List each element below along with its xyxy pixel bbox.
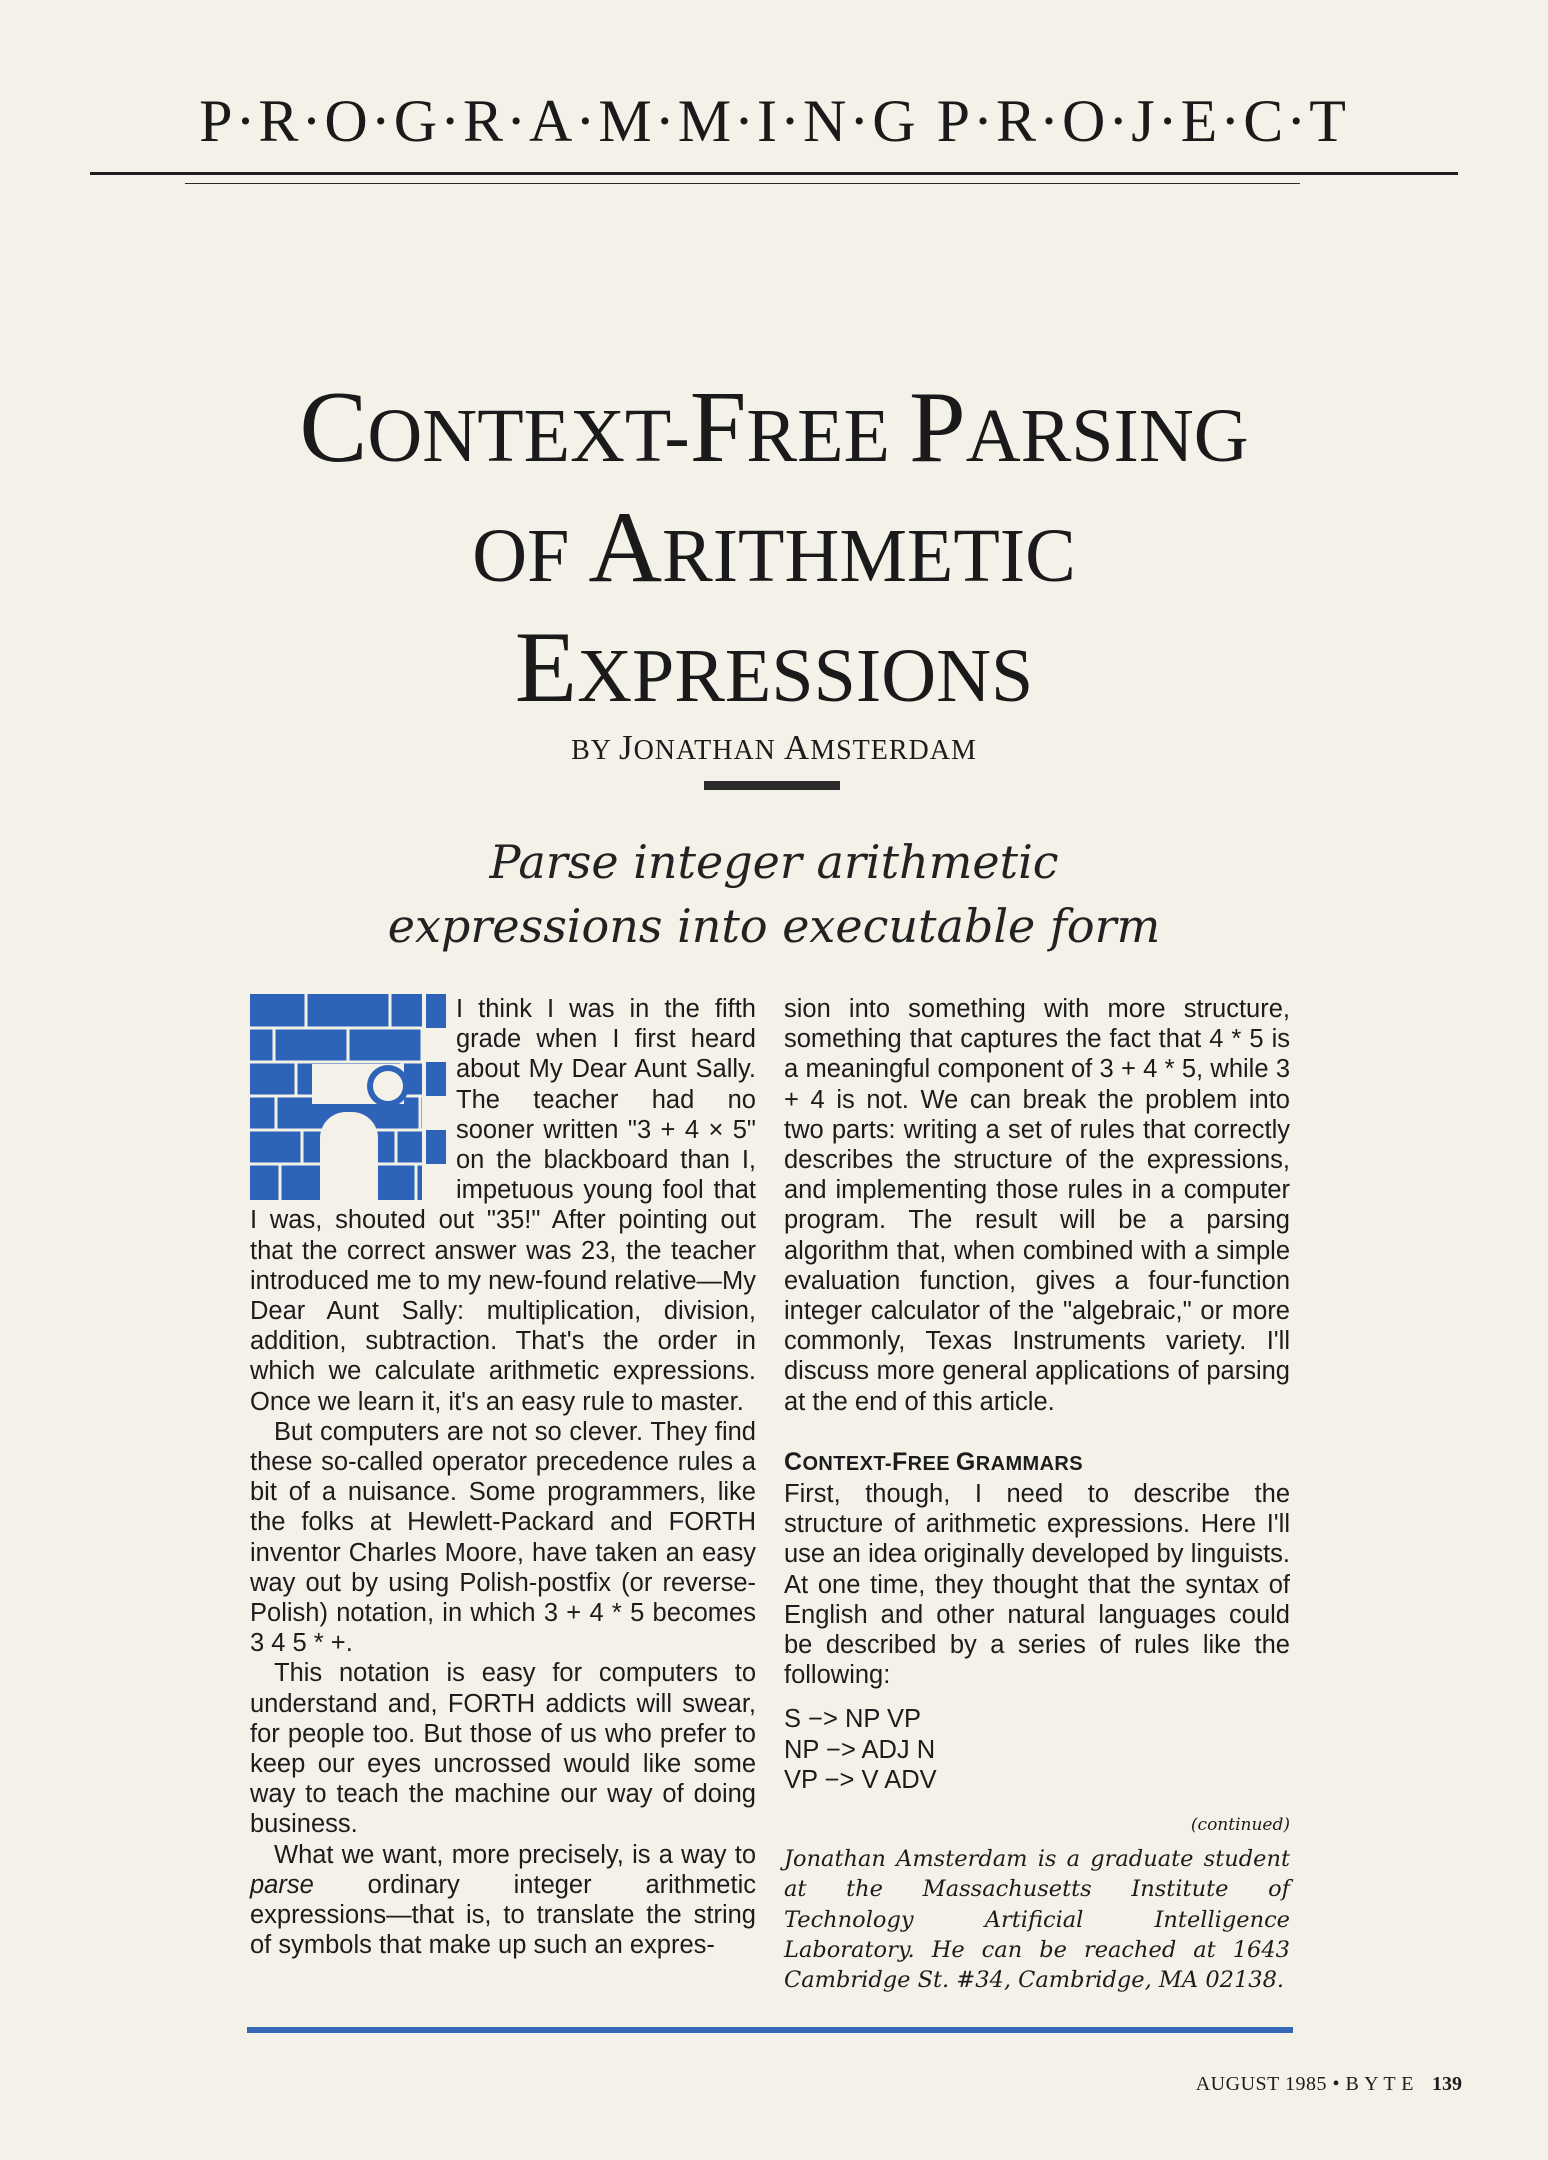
page-footer — [1100, 2073, 1462, 2096]
author-bio: Jonathan Amsterdam is a graduate student at the Massachusetts Institute of Technology Artificial Intelligence Laboratory. He can be reached at 1643 Cambridge St. #34, Cambridge, MA 02138. — [784, 1846, 1290, 1993]
title-line-3: EXPRESSIONS — [514, 611, 1034, 724]
paragraph: sion into something with more structure, something that captures the fact that 4 * 5 is a meaningful component of 3 + 4 * 5, while 3 + 4 is not. We can break the problem into two parts: writing a set of rules that correctly describes the structure of the expressions, and implementing those rules in a computer program. The result will be a parsing algorithm that, when combined with a simple evaluation function, gives a four-function integer calculator of the "algebraic," or more commonly, Texas Instruments variety. I'll discuss more general applications of parsing at the end of this article. — [784, 995, 1290, 1416]
byline: BY JONATHAN AMSTERDAM — [571, 728, 977, 767]
paragraph: I think I was in the fifth grade when I first heard about My Dear Aunt Sally. The teacher had no sooner written "3 + 4 × 5" on the blackboard than I, impetuous young fool that I was, shouted out "35!" After pointing out that the correct answer was 23, the teacher introduced me to my new-found relative—My Dear Aunt Sally: multiplication, division, addition, subtraction. That's the order in which we calculate arithmetic expressions. Once we learn it, it's an easy rule to master. — [250, 995, 756, 1416]
page-number: 139 — [1432, 2073, 1462, 2095]
body-column-right — [784, 994, 1290, 1995]
body-column-left — [250, 994, 756, 1961]
issue-label: AUGUST 1985 • B Y T E — [1195, 2073, 1414, 2095]
header-rule-thick — [90, 172, 1458, 175]
logo-art — [250, 994, 446, 1200]
article-title — [140, 372, 1408, 732]
paragraph: But computers are not so clever. They find these so-called operator precedence rules a bit of a nuisance. Some programmers, like the folks at Hewlett-Packard and FORTH inventor Charles Moore, have taken an easy way out by using Polish-postfix (or reverse-Polish) notation, in which 3 + 4 * 5 becomes 3 4 5 * +. — [250, 1417, 756, 1658]
grammar-rule: VP −> V ADV — [784, 1766, 937, 1795]
paragraph: What we want, more precisely, is a way to parse ordinary integer arithmetic expressions—that is, to translate the string of symbols that make up such an expres- — [250, 1840, 756, 1960]
information-i-brick-icon — [250, 994, 446, 1200]
grammar-rule: NP −> ADJ N — [784, 1735, 936, 1764]
deck-subtitle: Parse integer arithmetic expressions into executable form — [387, 835, 1161, 953]
grammar-rules — [784, 1704, 1290, 1796]
continued-note: (continued) — [1190, 1814, 1290, 1835]
header-rule-thin — [185, 183, 1300, 184]
section-subhead: CONTEXT-FREE GRAMMARS — [784, 1447, 1083, 1476]
paragraph: This notation is easy for computers to understand and, FORTH addicts will swear, for people too. But those of us who prefer to keep our eyes uncrossed would like some way to teach the machine our way of doing business. — [250, 1659, 756, 1839]
grammar-rule: S −> NP VP — [784, 1705, 922, 1734]
title-line-1: CONTEXT-FREE PARSING — [299, 371, 1249, 484]
paragraph: First, though, I need to describe the structure of arithmetic expressions. Here I'll use an idea originally developed by linguists. At one time, they thought that the syntax of English and other natural languages could be described by a series of rules like the following: — [784, 1480, 1290, 1690]
byline-divider — [704, 781, 840, 790]
title-line-2: OF ARITHMETIC — [472, 491, 1076, 604]
section-header: P·R·O·G·R·A·M·M·I·N·G P·R·O·J·E·C·T — [199, 88, 1349, 154]
bottom-rule — [247, 2027, 1293, 2033]
